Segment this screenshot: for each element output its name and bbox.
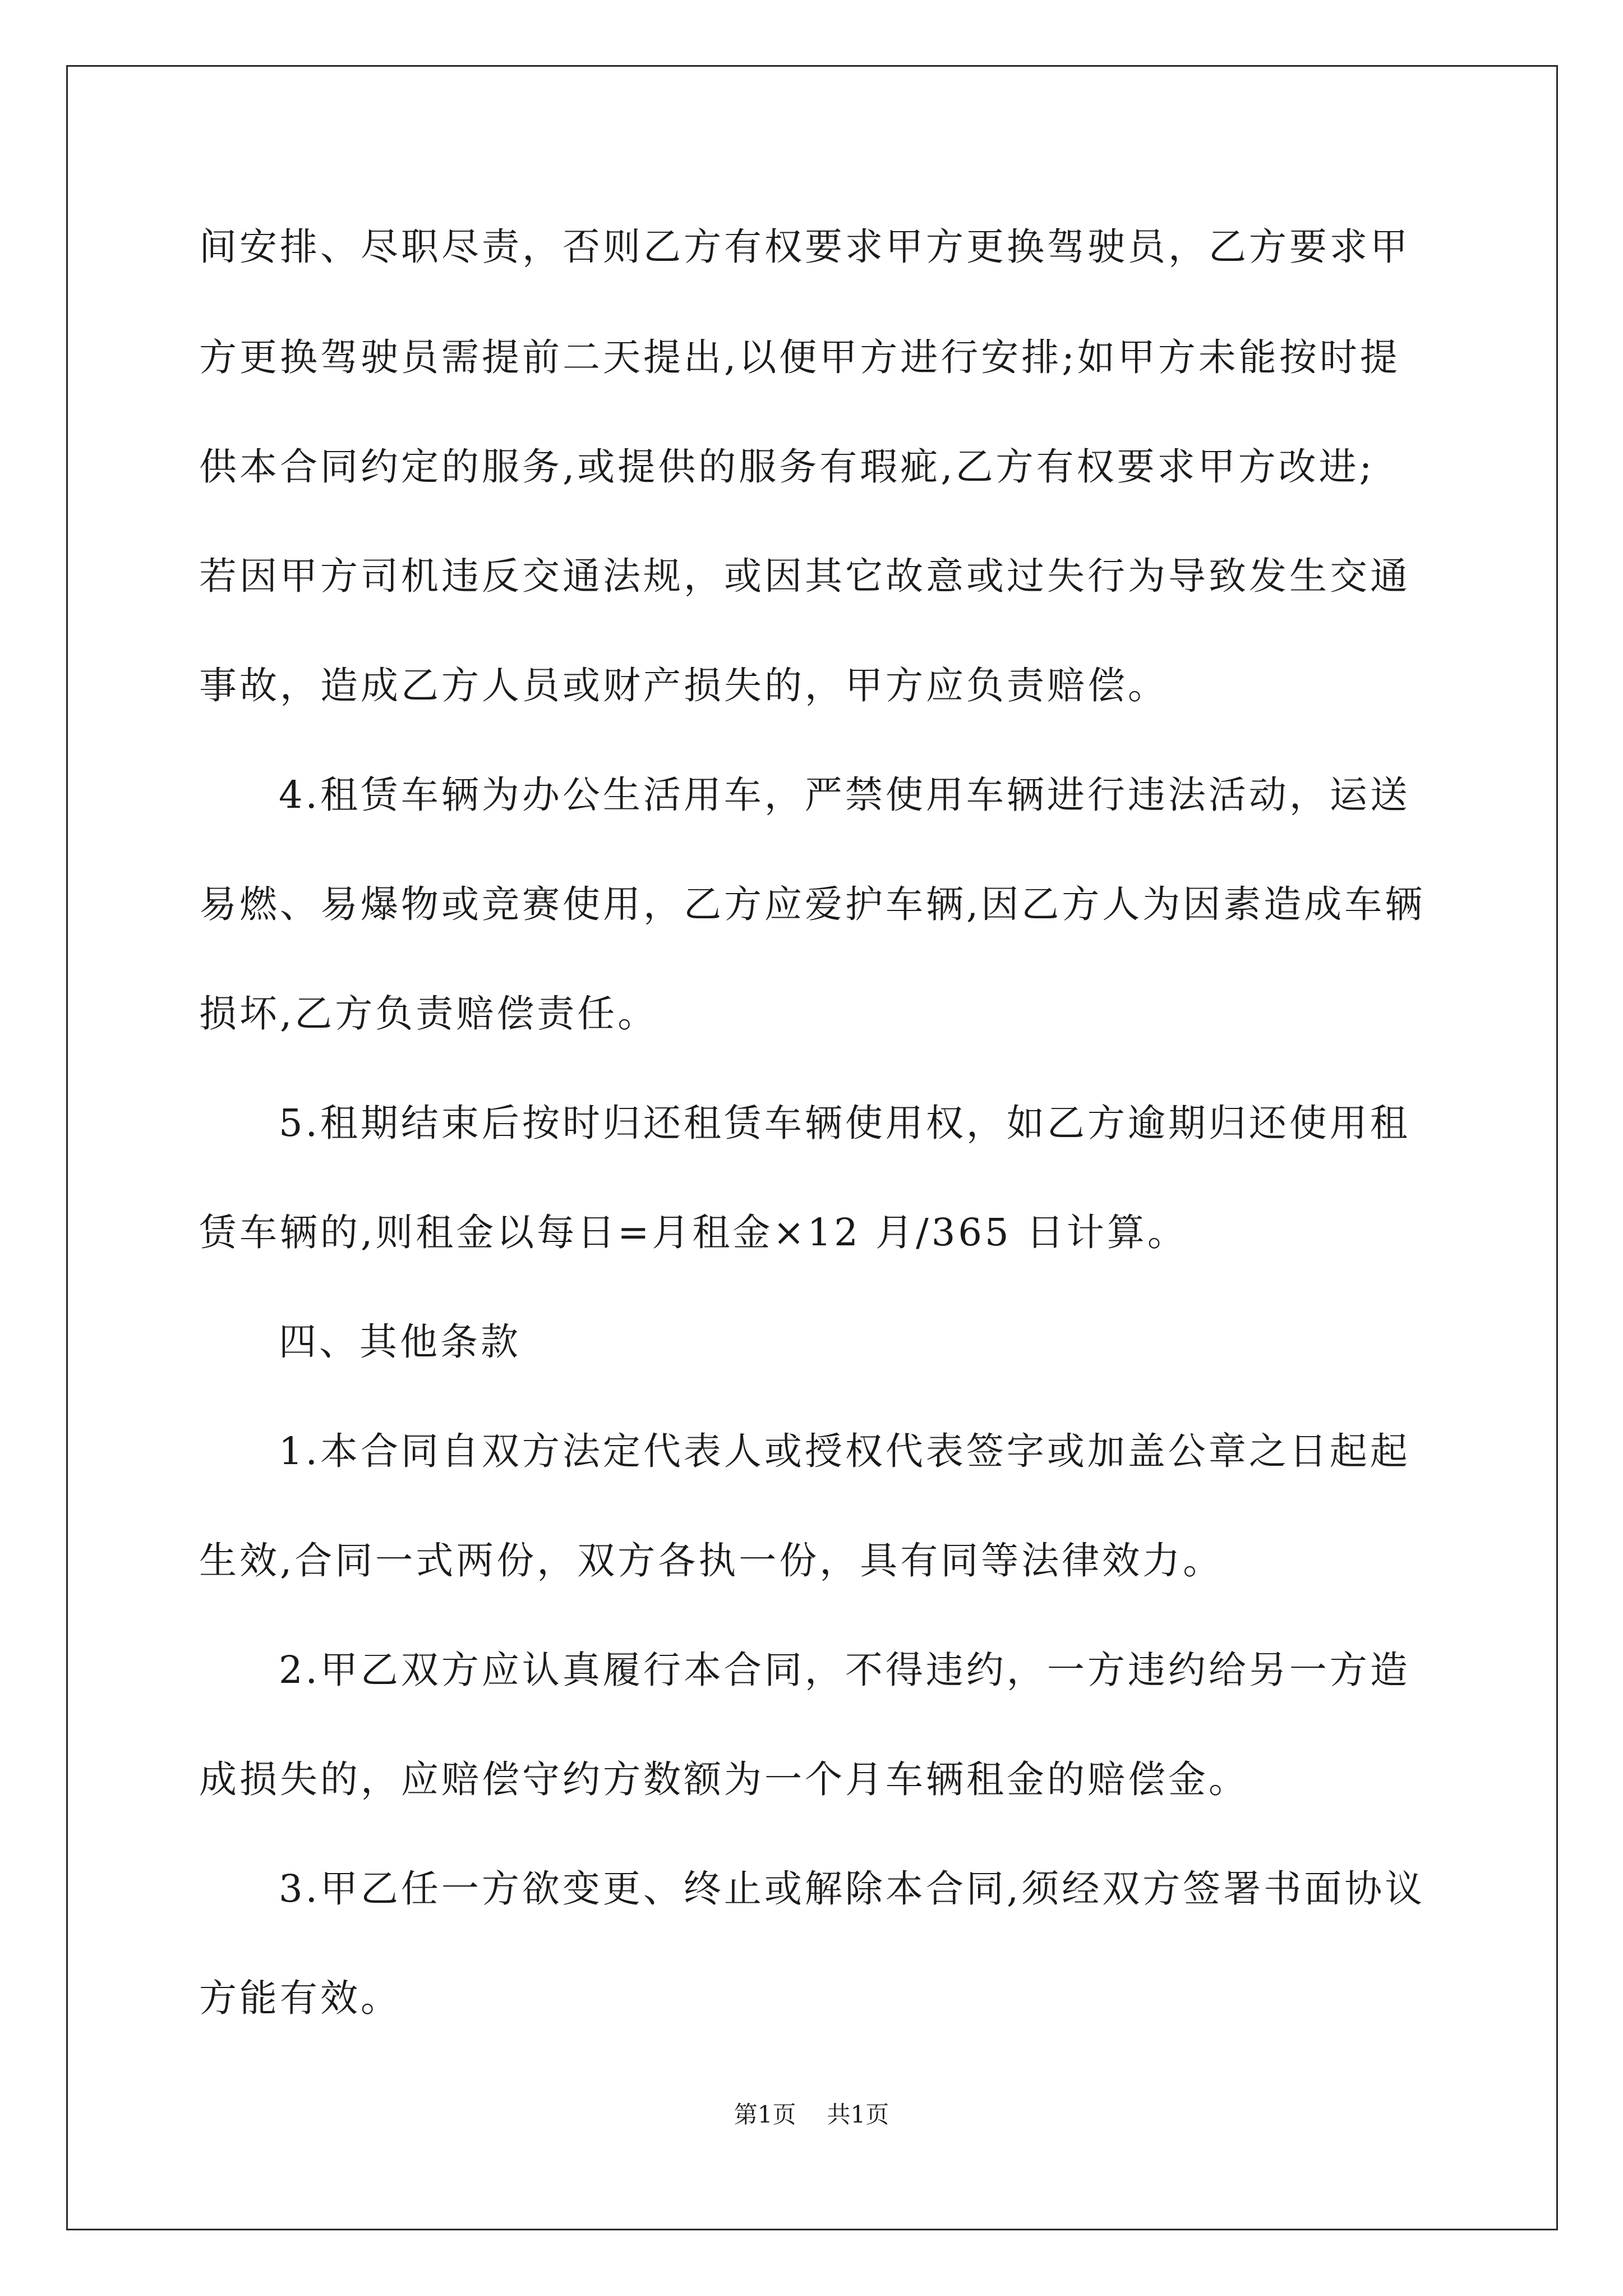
text-line: 若因甲方司机违反交通法规，或因其它故意或过失行为导致发生交通 — [199, 554, 1410, 598]
text-line: 事故，造成乙方人员或财产损失的，甲方应负责赔偿。 — [199, 664, 1168, 707]
text-line: 易燃、易爆物或竞赛使用，乙方应爱护车辆,因乙方人为因素造成车辆 — [199, 882, 1426, 926]
page-footer — [0, 2101, 1623, 2129]
text-line: 损坏,乙方负责赔偿责任。 — [199, 992, 658, 1036]
text-line: 3.甲乙任一方欲变更、终止或解除本合同,须经双方签署书面协议 — [279, 1867, 1426, 1911]
text-line: 供本合同约定的服务,或提供的服务有瑕疵,乙方有权要求甲方改进; — [199, 445, 1375, 489]
text-line: 成损失的，应赔偿守约方数额为一个月车辆租金的赔偿金。 — [199, 1757, 1249, 1801]
text-line: 5.租期结束后按时归还租赁车辆使用权，如乙方逾期归还使用租 — [279, 1101, 1410, 1145]
text-line: 赁车辆的,则租金以每日=月租金×12 月/365 日计算。 — [199, 1211, 1188, 1254]
text-line: 生效,合同一式两份，双方各执一份，具有同等法律效力。 — [199, 1539, 1224, 1582]
text-line: 2.甲乙双方应认真履行本合同，不得违约，一方违约给另一方造 — [279, 1648, 1410, 1692]
section-heading: 四、其他条款 — [279, 1320, 521, 1364]
text-line: 间安排、尽职尽责，否则乙方有权要求甲方更换驾驶员，乙方要求甲 — [199, 225, 1410, 269]
text-line: 1.本合同自双方法定代表人或授权代表签字或加盖公章之日起起 — [279, 1429, 1410, 1473]
page-total: 共1页 — [827, 2101, 889, 2128]
text-line: 方更换驾驶员需提前二天提出,以便甲方进行安排;如甲方未能按时提 — [199, 335, 1400, 379]
text-line: 方能有效。 — [199, 1976, 401, 2020]
text-line: 4.租赁车辆为办公生活用车，严禁使用车辆进行违法活动，运送 — [279, 773, 1410, 817]
page-number: 第1页 — [734, 2101, 796, 2128]
